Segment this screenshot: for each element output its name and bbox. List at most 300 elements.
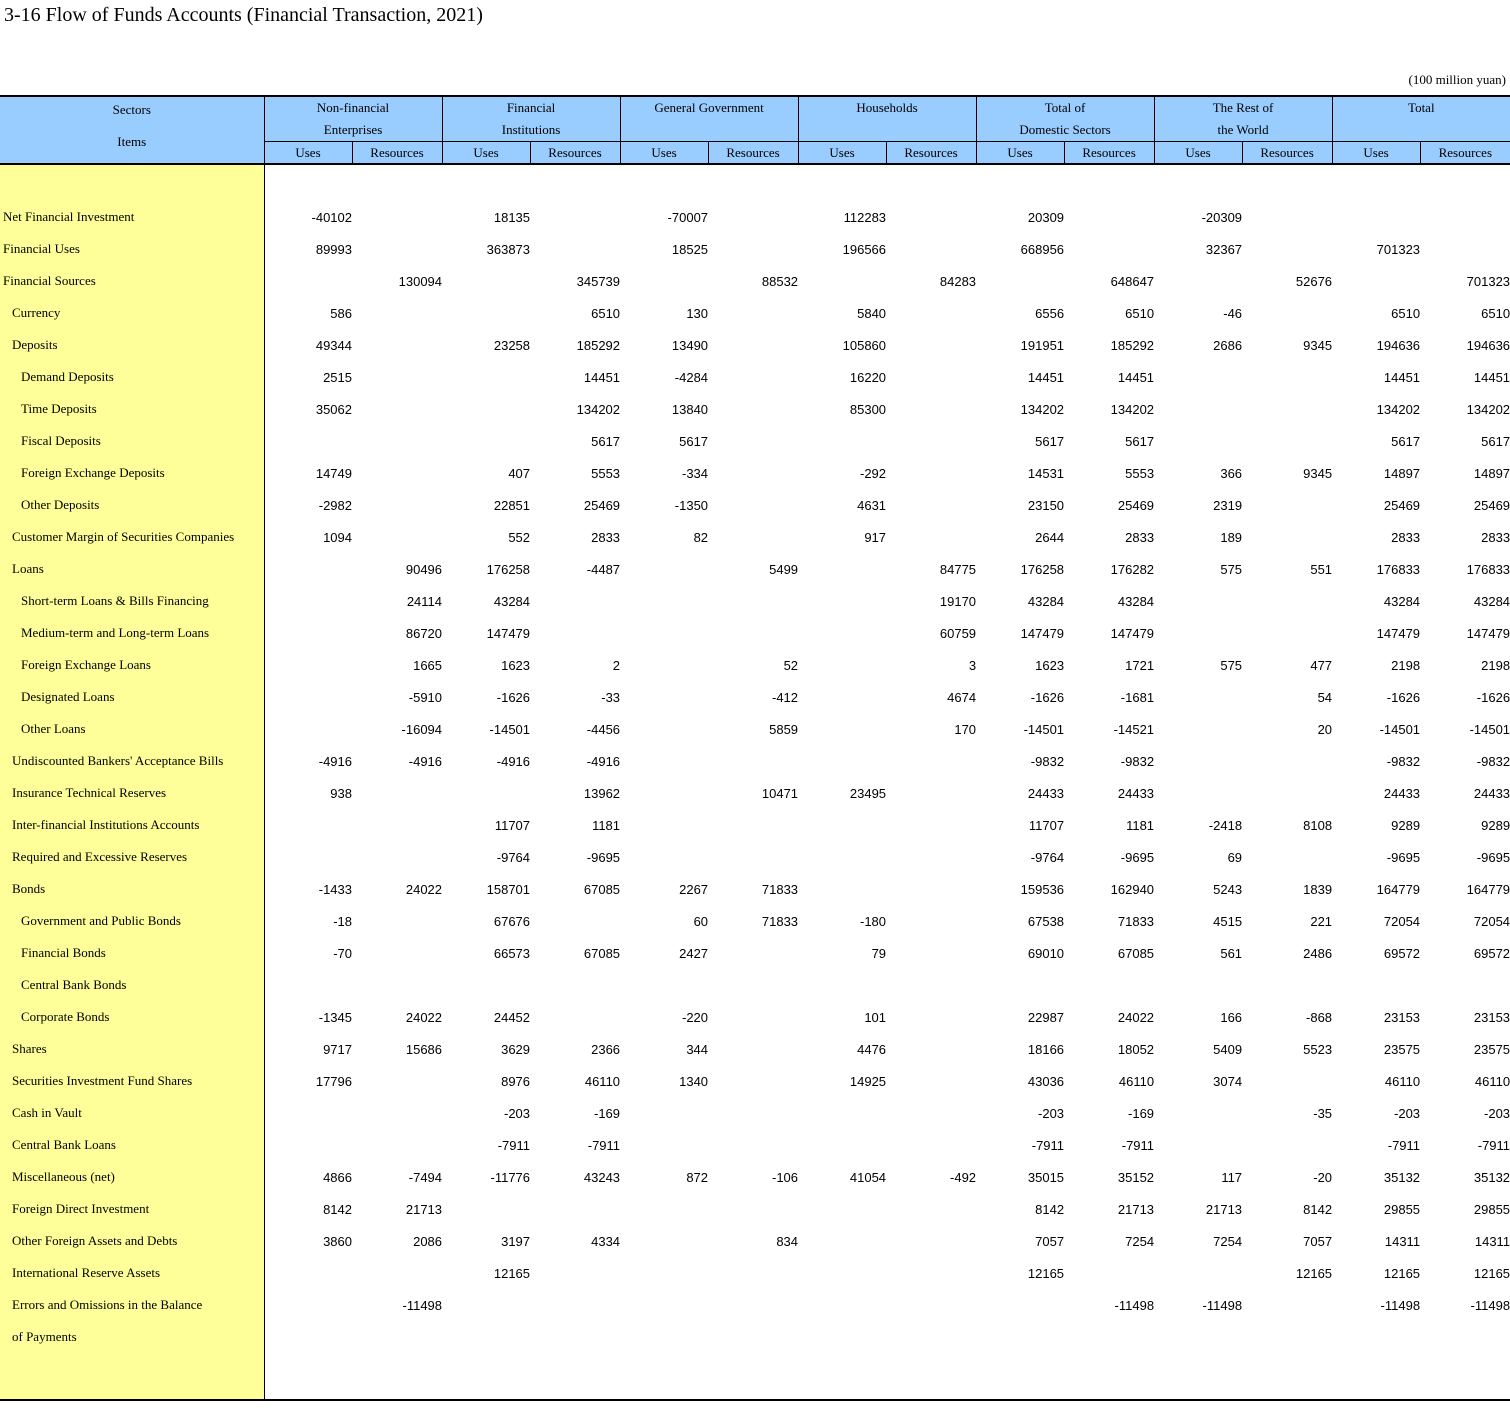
table-cell: 159536 <box>1020 881 1065 897</box>
table-cell: 575 <box>1220 561 1243 577</box>
table-cell <box>442 969 530 1001</box>
table-cell: 2686 <box>1213 337 1243 353</box>
table-cell: 5617 <box>1391 433 1421 449</box>
sector-header <box>264 96 442 142</box>
table-row <box>0 233 1510 265</box>
table-cell <box>1242 361 1332 393</box>
table-cell <box>264 265 352 297</box>
table-cell: 134202 <box>1020 401 1065 417</box>
sector-header <box>442 96 620 142</box>
table-cell <box>886 1129 976 1161</box>
table-cell <box>886 777 976 809</box>
table-cell: 69572 <box>1383 945 1421 961</box>
table-cell <box>1420 969 1510 1001</box>
row-label: Foreign Exchange Deposits <box>0 457 264 489</box>
table-cell <box>442 393 530 425</box>
table-row <box>0 297 1510 329</box>
table-cell: 18135 <box>493 209 531 225</box>
table-cell <box>620 1225 708 1257</box>
table-cell <box>886 521 976 553</box>
table-cell: 20309 <box>1027 209 1065 225</box>
table-cell: -868 <box>1306 1009 1333 1025</box>
table-row <box>0 585 1510 617</box>
table-cell: 5553 <box>591 465 621 481</box>
sector-header-line2 <box>799 119 976 141</box>
table-cell <box>620 1289 708 1321</box>
table-cell <box>886 1097 976 1129</box>
table-cell <box>798 1129 886 1161</box>
table-cell: 164779 <box>1376 881 1421 897</box>
table-cell <box>352 1129 442 1161</box>
table-row <box>0 1001 1510 1033</box>
table-cell <box>352 329 442 361</box>
table-cell <box>708 457 798 489</box>
table-cell: 5617 <box>591 433 621 449</box>
table-cell <box>886 1289 976 1321</box>
table-cell: -7911 <box>1031 1137 1065 1153</box>
table-cell: -14501 <box>1023 721 1065 737</box>
table-cell: 12165 <box>1295 1265 1333 1281</box>
label-column-tail <box>0 1353 264 1400</box>
table-cell <box>798 809 886 841</box>
table-row <box>0 841 1510 873</box>
table-row <box>0 617 1510 649</box>
table-cell: 2 <box>612 657 621 673</box>
table-cell: -11498 <box>1470 1297 1510 1313</box>
table-cell <box>442 265 530 297</box>
row-label: Financial Uses <box>0 233 264 265</box>
table-cell: 7057 <box>1035 1233 1065 1249</box>
table-cell <box>798 617 886 649</box>
row-label: Financial Sources <box>0 265 264 297</box>
table-cell: 117 <box>1221 1169 1243 1185</box>
uses-header: Uses <box>1332 142 1420 165</box>
table-cell: 24433 <box>1027 785 1065 801</box>
table-cell: 18166 <box>1027 1041 1065 1057</box>
table-cell: 5553 <box>1125 465 1155 481</box>
table-cell: -4487 <box>586 561 621 577</box>
table-cell: -9764 <box>1030 849 1065 865</box>
table-cell: 25469 <box>1473 497 1510 513</box>
table-cell <box>886 1257 976 1289</box>
table-cell <box>798 1289 886 1321</box>
table-cell <box>798 1321 886 1353</box>
table-cell: 79 <box>871 945 887 961</box>
table-cell <box>620 841 708 873</box>
table-cell <box>1154 713 1242 745</box>
table-cell: -14501 <box>489 721 531 737</box>
table-cell <box>1242 393 1332 425</box>
table-row <box>0 1225 1510 1257</box>
table-cell: 2515 <box>323 369 352 385</box>
table-cell: 24433 <box>1383 785 1421 801</box>
table-cell <box>1154 393 1242 425</box>
table-cell: 20 <box>1317 721 1333 737</box>
table-cell: 24433 <box>1117 785 1155 801</box>
table-cell <box>620 713 708 745</box>
table-cell: 8142 <box>323 1201 352 1217</box>
table-row <box>0 713 1510 745</box>
table-cell: 5859 <box>769 721 799 737</box>
sector-header-line1: The Rest of <box>1212 100 1274 115</box>
table-cell: -220 <box>682 1009 709 1025</box>
table-cell <box>708 361 798 393</box>
table-cell: 575 <box>1220 657 1243 673</box>
table-cell: 72054 <box>1473 913 1510 929</box>
resources-header: Resources <box>352 142 442 165</box>
table-cell: 872 <box>686 1169 709 1185</box>
table-cell: 7254 <box>1125 1233 1155 1249</box>
table-cell: -169 <box>1128 1105 1155 1121</box>
table-cell <box>620 265 708 297</box>
sector-header <box>1154 96 1332 142</box>
table-cell <box>886 201 976 233</box>
table-cell: 13490 <box>671 337 709 353</box>
table-cell: 5499 <box>769 561 799 577</box>
sector-header <box>620 96 798 142</box>
table-cell: -492 <box>950 1169 977 1185</box>
table-cell: 71833 <box>761 881 799 897</box>
table-cell: 6556 <box>1035 305 1065 321</box>
table-cell: 938 <box>330 785 352 801</box>
table-cell: 5523 <box>1303 1041 1333 1057</box>
table-cell <box>352 361 442 393</box>
table-cell: 221 <box>1310 913 1333 929</box>
table-cell: -1681 <box>1120 689 1155 705</box>
table-cell: 21713 <box>405 1201 443 1217</box>
table-cell: 67085 <box>583 881 621 897</box>
table-cell: -203 <box>1484 1105 1510 1121</box>
table-cell: 176833 <box>1376 561 1421 577</box>
row-label: Other Foreign Assets and Debts <box>0 1225 264 1257</box>
table-cell <box>264 1257 352 1289</box>
table-cell: 67538 <box>1027 913 1065 929</box>
table-cell <box>708 489 798 521</box>
table-cell <box>620 681 708 713</box>
table-cell <box>1154 745 1242 777</box>
page-title: 3-16 Flow of Funds Accounts (Financial Transaction, 2021) <box>4 4 483 26</box>
table-cell: 9289 <box>1481 817 1510 833</box>
table-cell: 86720 <box>405 625 443 641</box>
table-cell: -40102 <box>311 209 352 225</box>
table-cell <box>264 617 352 649</box>
table-cell: 164779 <box>1466 881 1510 897</box>
table-row <box>0 1033 1510 1065</box>
row-label: Corporate Bonds <box>0 1001 264 1033</box>
table-cell: 35132 <box>1473 1169 1510 1185</box>
table-cell <box>798 873 886 905</box>
table-cell <box>886 329 976 361</box>
table-cell: 11707 <box>1028 817 1065 833</box>
row-label: Insurance Technical Reserves <box>0 777 264 809</box>
table-cell: 21713 <box>1117 1201 1155 1217</box>
table-cell: 24022 <box>405 1009 443 1025</box>
table-cell <box>352 1321 442 1353</box>
table-cell <box>352 489 442 521</box>
table-cell: 66573 <box>493 945 531 961</box>
table-cell: 22851 <box>493 497 531 513</box>
table-cell: 5243 <box>1213 881 1243 897</box>
table-cell: 407 <box>508 465 531 481</box>
table-cell <box>352 1097 442 1129</box>
table-cell <box>530 969 620 1001</box>
table-cell: 18525 <box>671 241 709 257</box>
resources-header: Resources <box>886 142 976 165</box>
table-cell: -16094 <box>401 721 443 737</box>
table-cell <box>442 1321 530 1353</box>
table-cell: 22987 <box>1027 1009 1065 1025</box>
table-cell <box>1242 585 1332 617</box>
table-cell <box>530 233 620 265</box>
table-cell: 35062 <box>315 401 352 417</box>
table-cell: 67085 <box>1117 945 1155 961</box>
table-cell: -106 <box>772 1169 799 1185</box>
table-cell: -1626 <box>1386 689 1421 705</box>
table-cell: 72054 <box>1383 913 1421 929</box>
row-label: Shares <box>0 1033 264 1065</box>
table-cell <box>708 617 798 649</box>
table-cell <box>352 201 442 233</box>
table-row <box>0 873 1510 905</box>
table-cell: 130094 <box>398 273 443 289</box>
table-cell: 25469 <box>583 497 621 513</box>
table-cell <box>708 585 798 617</box>
table-cell: 41054 <box>849 1169 887 1185</box>
table-cell <box>886 393 976 425</box>
table-cell: -1626 <box>1030 689 1065 705</box>
table-cell: -14501 <box>1469 721 1510 737</box>
table-cell: 10471 <box>761 785 799 801</box>
table-cell: 23575 <box>1383 1041 1421 1057</box>
table-cell <box>530 1193 620 1225</box>
row-label: Undiscounted Bankers' Acceptance Bills <box>0 745 264 777</box>
table-cell <box>708 969 798 1001</box>
table-cell <box>620 617 708 649</box>
table-cell <box>530 1257 620 1289</box>
table-cell: -11498 <box>1380 1297 1421 1313</box>
sector-header-line1: Total <box>1408 100 1435 115</box>
uses-header: Uses <box>442 142 530 165</box>
uses-header: Uses <box>1154 142 1242 165</box>
table-cell: 366 <box>1220 465 1243 481</box>
table-cell <box>886 873 976 905</box>
table-cell: 701323 <box>1466 273 1510 289</box>
table-cell: -11498 <box>1114 1297 1155 1313</box>
table-cell: 189 <box>1220 529 1243 545</box>
table-cell <box>708 1065 798 1097</box>
table-cell: -20 <box>1313 1169 1333 1185</box>
table-cell: 54 <box>1317 689 1333 705</box>
table-cell: -70 <box>333 945 352 961</box>
table-cell: 2319 <box>1213 497 1243 513</box>
table-cell: -35 <box>1313 1105 1333 1121</box>
table-cell <box>264 585 352 617</box>
table-cell <box>976 1289 1064 1321</box>
table-cell <box>798 841 886 873</box>
table-cell: 29855 <box>1473 1201 1510 1217</box>
table-cell <box>1064 201 1154 233</box>
table-cell <box>442 777 530 809</box>
table-row <box>0 649 1510 681</box>
table-cell: 9345 <box>1303 337 1333 353</box>
table-cell: 1623 <box>501 657 531 673</box>
table-cell <box>1242 617 1332 649</box>
table-cell: 29855 <box>1383 1201 1421 1217</box>
table-cell <box>264 425 352 457</box>
table-cell: -14501 <box>1379 721 1421 737</box>
table-cell: 158701 <box>486 881 531 897</box>
sector-header <box>798 96 976 142</box>
table-cell: 5617 <box>1481 433 1510 449</box>
table-cell: 7057 <box>1303 1233 1333 1249</box>
uses-header: Uses <box>798 142 886 165</box>
table-cell: -14521 <box>1113 721 1155 737</box>
table-cell: 345739 <box>576 273 621 289</box>
table-cell <box>620 809 708 841</box>
table-cell <box>620 745 708 777</box>
row-label: Financial Bonds <box>0 937 264 969</box>
table-cell: 24022 <box>405 881 443 897</box>
table-cell: 9345 <box>1303 465 1333 481</box>
resources-header: Resources <box>1242 142 1332 165</box>
table-cell: -203 <box>503 1105 531 1121</box>
row-label: Foreign Exchange Loans <box>0 649 264 681</box>
table-cell: 363873 <box>486 241 531 257</box>
table-cell: 1721 <box>1125 657 1155 673</box>
table-row <box>0 745 1510 777</box>
table-cell: 8976 <box>501 1073 531 1089</box>
table-cell: -7494 <box>408 1169 443 1185</box>
table-cell <box>798 265 886 297</box>
table-cell: 4476 <box>857 1041 887 1057</box>
table-cell <box>352 937 442 969</box>
table-row <box>0 1289 1510 1321</box>
table-cell: 185292 <box>576 337 621 353</box>
table-cell: 2086 <box>413 1233 443 1249</box>
table-cell <box>798 1257 886 1289</box>
table-cell: 89993 <box>315 241 352 257</box>
table-cell: 668956 <box>1020 241 1065 257</box>
table-cell: -2982 <box>318 497 352 513</box>
spacer-row <box>0 164 1510 201</box>
table-cell <box>1242 1129 1332 1161</box>
sector-header-line2: the World <box>1217 122 1269 137</box>
table-cell <box>1064 1257 1154 1289</box>
table-cell: 14451 <box>583 369 621 385</box>
table-cell <box>352 521 442 553</box>
table-cell: 49344 <box>315 337 352 353</box>
table-cell <box>976 265 1064 297</box>
table-cell: 112283 <box>843 209 887 225</box>
table-cell <box>708 1001 798 1033</box>
table-cell: 2833 <box>1125 529 1155 545</box>
table-cell <box>264 1321 352 1353</box>
table-cell: 14451 <box>1473 369 1510 385</box>
sector-header-line1: General Government <box>654 100 764 115</box>
table-cell <box>976 969 1064 1001</box>
table-cell <box>530 585 620 617</box>
table-cell: -412 <box>772 689 799 705</box>
table-cell: 2644 <box>1035 529 1065 545</box>
table-cell: 69572 <box>1473 945 1510 961</box>
table-cell: 14531 <box>1027 465 1065 481</box>
table-cell <box>530 617 620 649</box>
table-row <box>0 1193 1510 1225</box>
table-cell: 1839 <box>1303 881 1333 897</box>
table-cell: -9764 <box>496 849 531 865</box>
row-label: Foreign Direct Investment <box>0 1193 264 1225</box>
table-cell <box>1154 969 1242 1001</box>
table-cell: 52676 <box>1295 273 1333 289</box>
table-cell <box>620 553 708 585</box>
table-cell <box>1154 1321 1242 1353</box>
table-cell <box>886 1193 976 1225</box>
table-cell: 194636 <box>1376 337 1421 353</box>
table-cell <box>530 201 620 233</box>
table-cell: 477 <box>1310 657 1333 673</box>
table-cell: 24433 <box>1473 785 1510 801</box>
table-cell: -70007 <box>667 209 709 225</box>
table-cell: 46110 <box>584 1073 621 1089</box>
sector-header-line1: Non-financial <box>316 100 390 115</box>
table-cell: -203 <box>1394 1105 1421 1121</box>
table-cell: 23495 <box>849 785 887 801</box>
table-cell: 166 <box>1220 1009 1243 1025</box>
table-cell: 6510 <box>1481 305 1510 321</box>
table-row <box>0 905 1510 937</box>
table-cell: 14897 <box>1383 465 1421 481</box>
table-cell: 9289 <box>1391 817 1421 833</box>
table-row <box>0 1065 1510 1097</box>
table-cell <box>886 1001 976 1033</box>
table-cell: -7911 <box>1477 1137 1510 1153</box>
table-cell: 43284 <box>1383 593 1421 609</box>
table-cell: 19170 <box>939 593 977 609</box>
table-cell: 60759 <box>939 625 977 641</box>
table-cell: 1094 <box>323 529 352 545</box>
table-cell <box>708 745 798 777</box>
table-cell <box>708 1257 798 1289</box>
table-cell: 344 <box>686 1041 709 1057</box>
table-cell: 5409 <box>1213 1041 1243 1057</box>
table-cell <box>886 745 976 777</box>
table-cell: 46110 <box>1118 1073 1155 1089</box>
table-cell: 23153 <box>1473 1009 1510 1025</box>
table-cell <box>708 937 798 969</box>
table-cell: 13840 <box>671 401 709 417</box>
table-cell: -1626 <box>1476 689 1510 705</box>
table-cell: 18052 <box>1117 1041 1155 1057</box>
table-cell <box>708 1289 798 1321</box>
table-cell <box>886 905 976 937</box>
table-cell: 701323 <box>1376 241 1421 257</box>
row-label: Net Financial Investment <box>0 201 264 233</box>
table-cell <box>352 297 442 329</box>
row-label: Required and Excessive Reserves <box>0 841 264 873</box>
table-cell <box>1064 969 1154 1001</box>
table-cell <box>264 969 352 1001</box>
table-cell <box>442 297 530 329</box>
table-cell <box>1154 617 1242 649</box>
row-label: Demand Deposits <box>0 361 264 393</box>
table-cell <box>1242 841 1332 873</box>
table-cell: 2833 <box>591 529 621 545</box>
table-cell <box>708 425 798 457</box>
table-cell: 2486 <box>1303 945 1333 961</box>
table-cell <box>1154 265 1242 297</box>
table-cell: 14897 <box>1473 465 1510 481</box>
table-cell: 185292 <box>1110 337 1155 353</box>
